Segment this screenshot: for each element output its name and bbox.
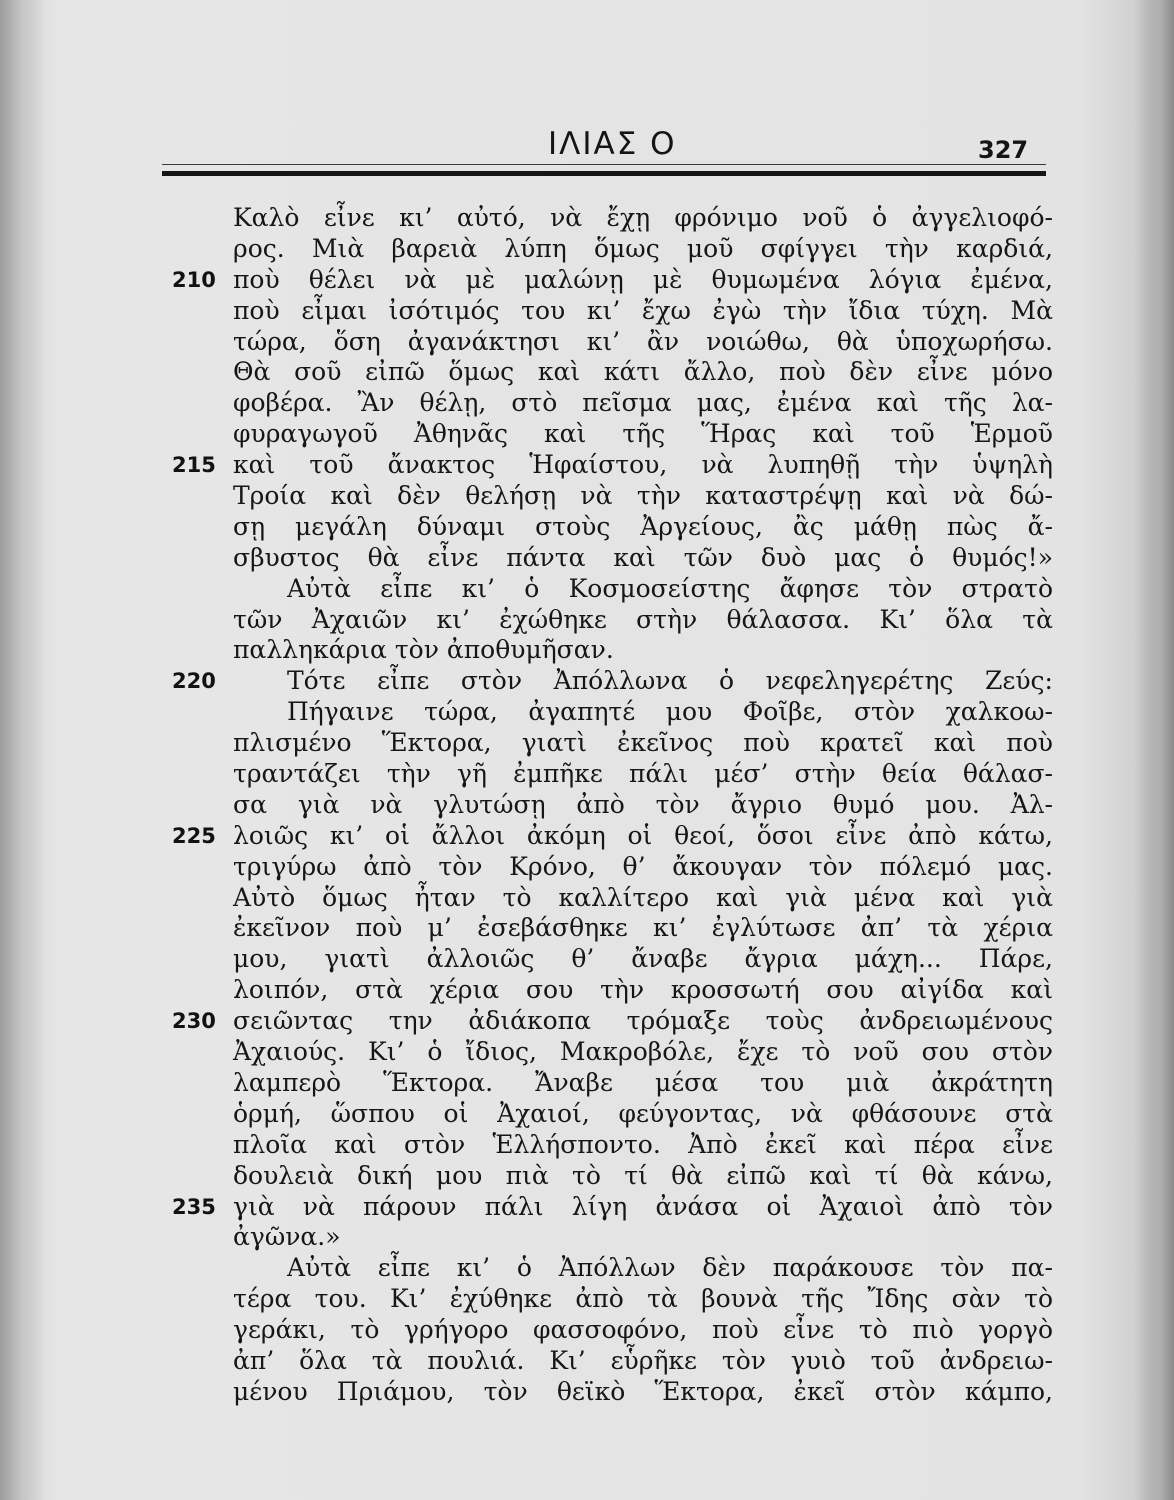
- line-text: τώρα, ὅση ἀγανάκτησι κι’ ἂν νοιώθω, θὰ ὑποχωρήσω.: [233, 326, 1053, 356]
- line-text: μένου Πριάμου, τὸν θεϊκὸ Ἕκτορα, ἐκεῖ στὸν κάμπο,: [233, 1376, 1053, 1406]
- text-line: [0, 759, 1174, 790]
- text-line: [0, 1192, 1174, 1223]
- line-text: σῃ μεγάλη δύναμι στοὺς Ἀργείους, ἂς μάθῃ πὼς ἄ-: [233, 511, 1053, 541]
- text-line: [0, 1377, 1174, 1408]
- line-text: ἐκεῖνον ποὺ μ’ ἐσεβάσθηκε κι’ ἐγλύτωσε ἀπ’ τὰ χέρια: [233, 913, 1053, 943]
- text-line: [0, 1068, 1174, 1099]
- line-text: τῶν Ἀχαιῶν κι’ ἐχώθηκε στὴν θάλασσα. Κι’ ὅλα τὰ: [233, 604, 1053, 634]
- line-number: 225: [172, 823, 216, 848]
- line-text: φοβέρα. Ἂν θέλῃ, στὸ πεῖσμα μας, ἐμένα καὶ τῆς λα-: [233, 388, 1053, 418]
- line-text: Ἀχαιούς. Κι’ ὁ ἴδιος, Μακροβόλε, ἔχε τὸ νοῦ σου στὸν: [233, 1037, 1053, 1067]
- line-text: ἀπ’ ὅλα τὰ πουλιά. Κι’ εὗρῆκε τὸν γυιὸ τοῦ ἀνδρειω-: [233, 1345, 1053, 1375]
- text-line: [0, 883, 1174, 914]
- text-line: [0, 1346, 1174, 1377]
- text-line: [0, 1130, 1174, 1161]
- line-text: γεράκι, τὸ γρήγορο φασσοφόνο, ποὺ εἶνε τὸ πιὸ γοργὸ: [233, 1315, 1053, 1345]
- line-text: ἀγῶνα.»: [233, 1222, 341, 1252]
- line-number: 220: [172, 669, 216, 694]
- text-line: [0, 1006, 1174, 1037]
- line-number: 235: [172, 1194, 216, 1219]
- line-text: σειῶντας την ἀδιάκοπα τρόμαξε τοὺς ἀνδρειωμένους: [233, 1006, 1053, 1036]
- line-text: φυραγωγοῦ Ἀθηνᾶς καὶ τῆς Ἥρας καὶ τοῦ Ἑρμοῦ: [233, 419, 1053, 449]
- text-line: [0, 296, 1174, 327]
- line-text: λοιῶς κι’ οἱ ἄλλοι ἀκόμη οἱ θεοί, ὅσοι εἶνε ἀπὸ κάτω,: [233, 820, 1053, 850]
- running-header-title: ΙΛΙΑΣ Ο: [548, 126, 677, 162]
- verse-text-block: [0, 203, 1174, 1408]
- text-line: [0, 605, 1174, 636]
- line-text: ὁρμή, ὥσπου οἱ Ἀχαιοί, φεύγοντας, νὰ φθάσουνε στὰ: [233, 1098, 1053, 1128]
- text-line: [0, 357, 1174, 388]
- header-rule-thin: [162, 164, 1046, 165]
- line-text: μου, γιατὶ ἀλλοιῶς θ’ ἄναβε ἄγρια μάχη... Πάρε,: [233, 944, 1053, 974]
- text-line: [0, 1315, 1174, 1346]
- text-line: [0, 697, 1174, 728]
- text-line: [0, 1253, 1174, 1284]
- text-line: [0, 203, 1174, 234]
- text-line: [0, 1284, 1174, 1315]
- line-text: τέρα του. Κι’ ἐχύθηκε ἀπὸ τὰ βουνὰ τῆς Ἴδης σὰν τὸ: [233, 1284, 1053, 1314]
- text-line: [0, 790, 1174, 821]
- line-text: παλληκάρια τὸν ἀποθυμῆσαν.: [233, 635, 614, 665]
- line-text: καὶ τοῦ ἄνακτος Ἡφαίστου, νὰ λυπηθῇ τὴν ὑψηλὴ: [233, 450, 1053, 480]
- line-number: 230: [172, 1009, 216, 1034]
- text-line: [0, 821, 1174, 852]
- line-text: σβυστος θὰ εἶνε πάντα καὶ τῶν δυὸ μας ὁ θυμός!»: [233, 542, 1053, 572]
- header-rule: [162, 171, 1046, 176]
- text-line: [0, 1222, 1174, 1253]
- text-line: [0, 728, 1174, 759]
- line-text: πλοῖα καὶ στὸν Ἑλλήσποντο. Ἀπὸ ἐκεῖ καὶ πέρα εἶνε: [233, 1129, 1053, 1159]
- line-text: ποὺ εἶμαι ἰσότιμός του κι’ ἔχω ἐγὼ τὴν ἴδια τύχη. Μὰ: [233, 295, 1053, 325]
- text-line: [0, 419, 1174, 450]
- text-line: [0, 234, 1174, 265]
- line-text: Καλὸ εἶνε κι’ αὐτό, νὰ ἔχῃ φρόνιμο νοῦ ὁ ἀγγελιοφό-: [233, 203, 1053, 232]
- text-line: [0, 574, 1174, 605]
- text-line: [0, 450, 1174, 481]
- line-text: σα γιὰ νὰ γλυτώσῃ ἀπὸ τὸν ἄγριο θυμό μου. Ἀλ-: [233, 789, 1053, 819]
- text-line: [0, 543, 1174, 574]
- line-text: δουλειὰ δική μου πιὰ τὸ τί θὰ εἰπῶ καὶ τί θὰ κάνω,: [233, 1160, 1053, 1190]
- line-text: Πήγαινε τώρα, ἀγαπητέ μου Φοῖβε, στὸν χαλκοω-: [287, 697, 1053, 727]
- line-text: ρος. Μιὰ βαρειὰ λύπη ὅμως μοῦ σφίγγει τὴν καρδιά,: [233, 233, 1053, 263]
- text-line: [0, 481, 1174, 512]
- line-text: Αὐτὰ εἶπε κι’ ὁ Κοσμοσείστης ἄφησε τὸν στρατὸ: [287, 573, 1053, 603]
- text-line: [0, 1037, 1174, 1068]
- line-text: Αὐτὰ εἶπε κι’ ὁ Ἀπόλλων δὲν παράκουσε τὸν πα-: [287, 1253, 1053, 1283]
- text-line: [0, 388, 1174, 419]
- text-line: [0, 265, 1174, 296]
- line-text: τραντάζει τὴν γῆ ἐμπῆκε πάλι μέσ’ στὴν θεία θάλασ-: [233, 759, 1053, 789]
- line-text: Τροία καὶ δὲν θελήσῃ νὰ τὴν καταστρέψῃ καὶ νὰ δώ-: [233, 481, 1053, 511]
- text-line: [0, 327, 1174, 358]
- line-number: 210: [172, 267, 216, 292]
- page-number: 327: [978, 136, 1029, 164]
- line-text: ποὺ θέλει νὰ μὲ μαλώνῃ μὲ θυμωμένα λόγια ἐμένα,: [233, 264, 1053, 294]
- text-line: [0, 512, 1174, 543]
- line-text: λαμπερὸ Ἕκτορα. Ἄναβε μέσα του μιὰ ἀκράτητη: [233, 1067, 1053, 1097]
- text-line: [0, 913, 1174, 944]
- line-text: Αὐτὸ ὅμως ἦταν τὸ καλλίτερο καὶ γιὰ μένα καὶ γιὰ: [233, 882, 1053, 912]
- line-number: 215: [172, 453, 216, 478]
- text-line: [0, 666, 1174, 697]
- text-line: [0, 975, 1174, 1006]
- line-text: πλισμένο Ἕκτορα, γιατὶ ἐκεῖνος ποὺ κρατεῖ καὶ ποὺ: [233, 728, 1053, 758]
- line-text: τριγύρω ἀπὸ τὸν Κρόνο, θ’ ἄκουγαν τὸν πόλεμό μας.: [233, 851, 1053, 881]
- line-text: Θὰ σοῦ εἰπῶ ὅμως καὶ κάτι ἄλλο, ποὺ δὲν εἶνε μόνο: [233, 357, 1053, 387]
- text-line: [0, 1099, 1174, 1130]
- text-line: [0, 852, 1174, 883]
- line-text: Τότε εἶπε στὸν Ἀπόλλωνα ὁ νεφεληγερέτης Ζεύς:: [287, 666, 1053, 696]
- text-line: [0, 635, 1174, 666]
- line-text: λοιπόν, στὰ χέρια σου τὴν κροσσωτή σου αἰγίδα καὶ: [233, 975, 1053, 1005]
- line-text: γιὰ νὰ πάρουν πάλι λίγη ἀνάσα οἱ Ἀχαιοὶ ἀπὸ τὸν: [233, 1191, 1053, 1221]
- text-line: [0, 1161, 1174, 1192]
- text-line: [0, 944, 1174, 975]
